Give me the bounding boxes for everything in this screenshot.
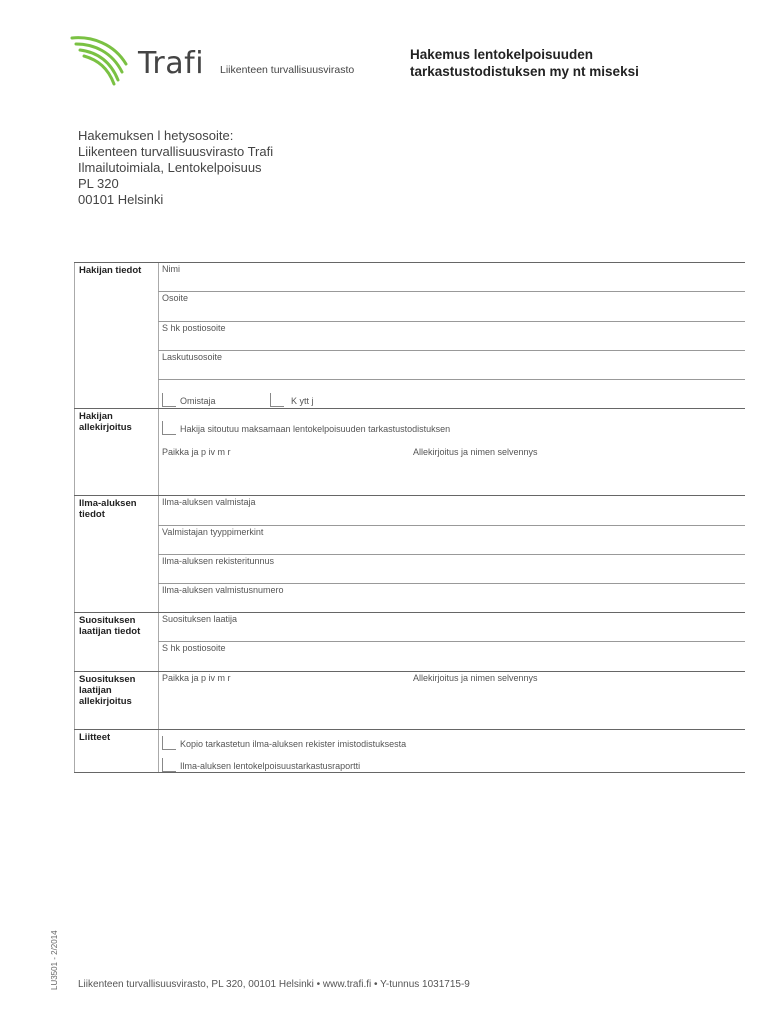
aircraft-serial-field[interactable]: Ilma-aluksen valmistusnumero xyxy=(162,585,284,595)
address-line: Liikenteen turvallisuusvirasto Trafi xyxy=(78,144,274,159)
form-code: LU3501 - 2/2014 xyxy=(50,930,59,990)
trafi-logo xyxy=(70,34,130,86)
applicant-address-field[interactable]: Osoite xyxy=(162,293,189,303)
application-form xyxy=(74,262,745,773)
user-checkbox[interactable] xyxy=(270,393,284,407)
recommender-author-field[interactable]: Suosituksen laatija xyxy=(162,614,238,624)
brand-name: Trafi xyxy=(138,46,205,81)
recommender-place-date-field[interactable]: Paikka ja p iv m r xyxy=(162,673,231,683)
mailing-address xyxy=(78,128,273,208)
document-title xyxy=(410,46,730,80)
field-divider xyxy=(158,641,745,642)
field-divider xyxy=(158,379,745,380)
applicant-signature-field[interactable]: Allekirjoitus ja nimen selvennys xyxy=(413,447,538,457)
applicant-billing-field[interactable]: Laskutusosoite xyxy=(162,352,223,362)
aircraft-manufacturer-field[interactable]: Ilma-aluksen valmistaja xyxy=(162,497,256,507)
field-divider xyxy=(158,525,745,526)
section-label-applicant-signature: Hakijan allekirjoitus xyxy=(79,411,132,433)
section-label-recommender-signature: Suosituksen laatijan allekirjoitus xyxy=(79,674,136,707)
attachment-registration-checkbox[interactable] xyxy=(162,736,176,750)
title-line-1: Hakemus lentokelpoisuuden xyxy=(410,47,594,62)
recommender-email-field[interactable]: S hk postiosoite xyxy=(162,643,226,653)
attachment-report-checkbox[interactable] xyxy=(162,758,176,772)
field-divider xyxy=(158,554,745,555)
section-label-attachments: Liitteet xyxy=(79,732,111,743)
applicant-place-date-field[interactable]: Paikka ja p iv m r xyxy=(162,447,231,457)
user-label: K ytt j xyxy=(291,396,314,406)
owner-label: Omistaja xyxy=(180,396,216,406)
form-bottom-border xyxy=(74,772,745,773)
field-divider xyxy=(158,350,745,351)
address-line: PL 320 xyxy=(78,176,119,191)
form-column-divider xyxy=(158,262,159,773)
field-divider xyxy=(158,291,745,292)
address-line: Hakemuksen l hetysosoite: xyxy=(78,128,234,143)
aircraft-type-field[interactable]: Valmistajan tyyppimerkint xyxy=(162,527,264,537)
section-divider xyxy=(74,729,745,730)
owner-checkbox[interactable] xyxy=(162,393,176,407)
field-divider xyxy=(158,321,745,322)
address-line: Ilmailutoimiala, Lentokelpoisuus xyxy=(78,160,262,175)
section-label-recommender: Suosituksen laatijan tiedot xyxy=(79,615,141,637)
section-label-applicant: Hakijan tiedot xyxy=(79,265,142,276)
page-footer: Liikenteen turvallisuusvirasto, PL 320, 00101 Helsinki • www.trafi.fi • Y-tunnus 1031715-9 xyxy=(78,979,470,990)
title-line-2: tarkastustodistuksen my nt miseksi xyxy=(410,64,639,79)
attachment-report-label: Ilma-aluksen lentokelpoisuustarkastusraportti xyxy=(180,761,361,771)
section-divider xyxy=(74,408,745,409)
applicant-name-field[interactable]: Nimi xyxy=(162,264,180,274)
address-line: 00101 Helsinki xyxy=(78,192,164,207)
section-divider xyxy=(74,671,745,672)
applicant-email-field[interactable]: S hk postiosoite xyxy=(162,323,226,333)
agency-name: Liikenteen turvallisuusvirasto xyxy=(220,64,355,76)
commitment-label: Hakija sitoutuu maksamaan lentokelpoisuuden tarkastustodistuksen xyxy=(180,424,451,434)
attachment-registration-label: Kopio tarkastetun ilma-aluksen rekister imistodistuksesta xyxy=(180,739,407,749)
section-divider xyxy=(74,495,745,496)
section-label-aircraft: Ilma-aluksen tiedot xyxy=(79,498,137,520)
recommender-signature-field[interactable]: Allekirjoitus ja nimen selvennys xyxy=(413,673,538,683)
commitment-checkbox[interactable] xyxy=(162,421,176,435)
section-divider xyxy=(74,612,745,613)
aircraft-registration-field[interactable]: Ilma-aluksen rekisteritunnus xyxy=(162,556,275,566)
form-left-border xyxy=(74,262,75,773)
section-divider xyxy=(74,262,745,263)
field-divider xyxy=(158,583,745,584)
